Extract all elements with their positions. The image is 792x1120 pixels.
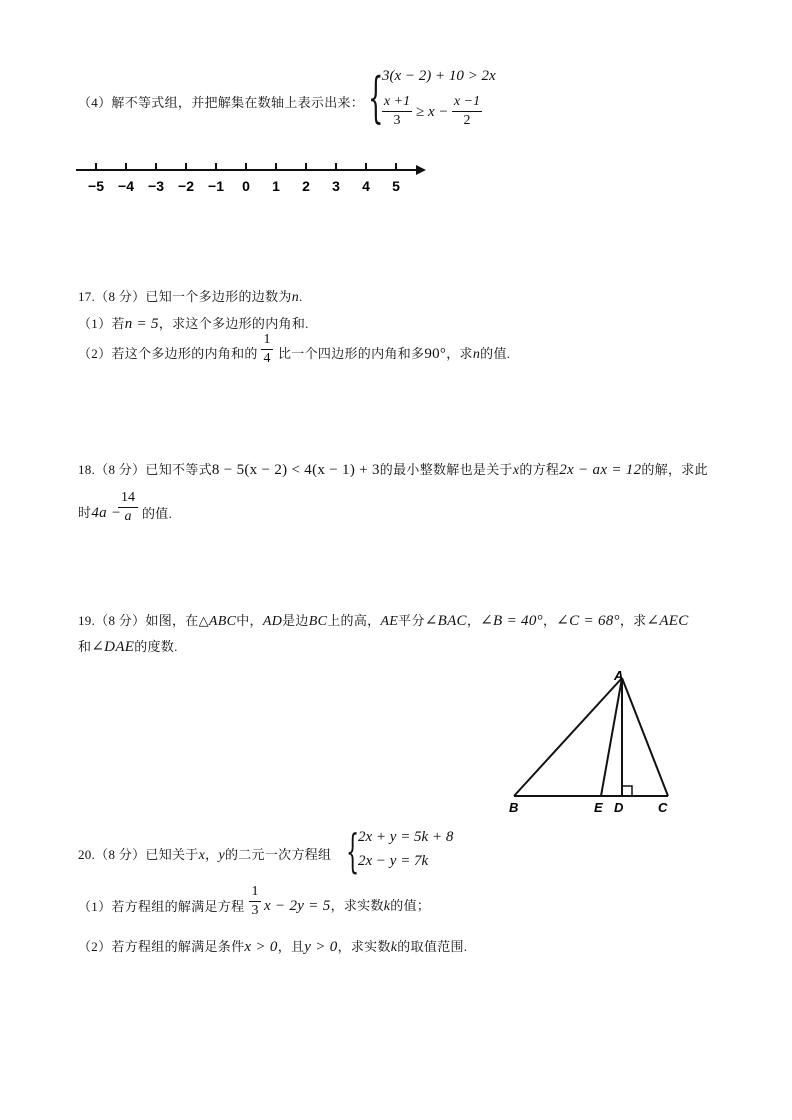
label-a: A [614,668,624,683]
q19-t2: 中， [236,613,263,628]
q19-abc: ABC [208,614,237,629]
frac-numerator: 14 [121,490,135,505]
q18-text-c: 的方程 [519,462,560,477]
q19-t4: 上的高， [327,613,381,628]
q18-text-a: 18.（8 分）已知不等式 [78,462,212,477]
q17-p1-text: （1）若 [78,316,125,331]
q20-p1-t3: 的值； [390,898,431,913]
number-line-tick-label: −3 [148,178,164,194]
number-line-tick-label: −2 [178,178,194,194]
q19-bc: BC [308,614,328,629]
q16-4-eq2-right-frac [452,94,482,129]
q18-l2-text: 时 [78,505,92,520]
q18-frac [118,490,138,525]
segment-ae [601,678,622,796]
label-c: C [658,800,668,815]
q20-p1-frac [249,884,261,919]
number-line-tick-label: −1 [208,178,224,194]
number-line-tick-label: 0 [242,178,250,194]
q19-ad: AD [262,614,283,629]
q19-line1 [78,610,689,630]
number-line-tick-label: 5 [392,178,400,194]
q18-text-d: 的解，求此 [641,462,708,477]
q18-inequality: 8 − 5(x − 2) < 4(x − 1) + 3 [211,462,380,478]
label-b: B [509,800,519,815]
frac-denominator: 4 [263,351,271,366]
q17-p2-text-d: 的值. [480,346,511,361]
frac-numerator: 1 [251,884,259,899]
q17-p2-text-c: ，求 [446,346,473,361]
q18-expr: 4a − [91,505,122,521]
q19-aec: ∠AEC [646,613,689,629]
number-line-tick-label: −5 [88,178,104,194]
q17-part2-a: （2）若这个多边形的内角和的 [78,346,258,361]
label-e: E [594,800,603,815]
number-line-tick-label: −4 [118,178,134,194]
q19-t3: 是边 [282,613,309,628]
q20-part1-b [264,895,430,915]
q18-equation: 2x − ax = 12 [559,462,642,478]
q17-p1-math: n = 5 [124,316,159,332]
q17-stem-end: . [299,289,303,304]
q16-4-eq2-left-frac [382,94,412,129]
number-line-tick-label: 2 [302,178,310,194]
q17-var-n: n [291,290,300,305]
label-d: D [614,800,624,815]
q18-line1 [78,459,708,479]
q20-p2-t4: 的取值范围. [397,939,468,954]
triangle-figure [500,666,690,816]
q19-t5: 平分 [398,613,425,628]
q20-comma: ， [205,847,219,862]
segment-ab [514,678,622,796]
q19-t1: 19.（8 分）如图，在△ [78,613,209,628]
q20-brace: { [346,824,360,878]
frac-denominator: 2 [463,113,471,128]
q19-angle-c: ∠C = 68° [556,613,620,629]
right-angle-mark [622,786,632,796]
number-line-tick-label: 3 [332,178,340,194]
q19-t6: ， [466,613,481,628]
segment-ac [622,678,668,796]
q20-x: x [198,848,206,863]
q17-p2-frac [261,332,273,367]
q20-t1: 20.（8 分）已知关于 [78,847,199,862]
frac-numerator: x −1 [453,94,481,109]
q19-ae: AE [380,614,399,629]
q20-p1-k: k [383,899,391,914]
q17-stem-text: 17.（8 分）已知一个多边形的边数为 [78,289,292,304]
q17-p2-deg: 90° [424,346,447,362]
q17-part2-b [278,343,510,363]
q19-t7: ， [542,613,557,628]
q20-p2-k: k [390,940,398,955]
frac-numerator: 1 [263,332,271,347]
frac-numerator: x +1 [383,94,411,109]
q20-p1-math: x − 2y = 5 [264,898,331,914]
q19-angle-b: ∠B = 40° [480,613,543,629]
number-line [70,158,430,198]
q18-text-b: 的最小整数解也是关于 [379,462,513,477]
frac-denominator: 3 [251,903,259,918]
q19-t10: 的度数. [134,639,178,654]
q17-p1-text-b: ，求这个多边形的内角和. [158,316,309,331]
q19-dae: ∠DAE [91,639,135,655]
q20-p2-y: y > 0 [304,939,338,955]
q20-p2-t3: ，求实数 [337,939,391,954]
q20-p2-t2: ，且 [277,939,305,954]
q20-part1-a: （1）若方程组的解满足方程 [78,899,245,914]
q20-y: y [218,848,225,863]
q17-stem [78,286,303,306]
q18-line2-b: 的值. [142,506,173,521]
q20-part2 [78,936,467,956]
q19-t9: 和 [78,639,92,654]
number-line-arrow [416,165,426,175]
q20-stem [78,844,331,864]
q16-4-label: （4）解不等式组，并把解集在数轴上表示出来： [78,95,365,110]
q19-t8: ，求 [619,613,647,628]
q20-p2-x: x > 0 [244,939,278,955]
q16-4-brace: { [368,66,384,129]
q18-line2-a [78,502,121,522]
q19-line2 [78,636,178,656]
q20-p2-t1: （2）若方程组的解满足条件 [78,939,245,954]
q20-t2: 的二元一次方程组 [224,847,332,862]
number-line-tick-label: 1 [272,178,280,194]
q16-4-eq2-mid: ≥ x − [416,104,449,120]
number-line-tick-label: 4 [362,178,370,194]
q18-var-x: x [512,463,520,478]
frac-denominator: a [124,509,132,524]
frac-denominator: 3 [393,113,401,128]
q19-bac: ∠BAC [424,613,467,629]
q16-4-eq1: 3(x − 2) + 10 > 2x [382,68,496,84]
q20-p1-t2: ，求实数 [330,898,384,913]
q17-part1 [78,313,309,333]
q20-eq2: 2x − y = 7k [358,853,429,869]
number-line-ticks [88,163,400,194]
q17-p2-text-b: 比一个四边形的内角和多 [278,346,425,361]
q17-p2-var-n: n [472,347,481,362]
q20-eq1: 2x + y = 5k + 8 [358,829,454,845]
